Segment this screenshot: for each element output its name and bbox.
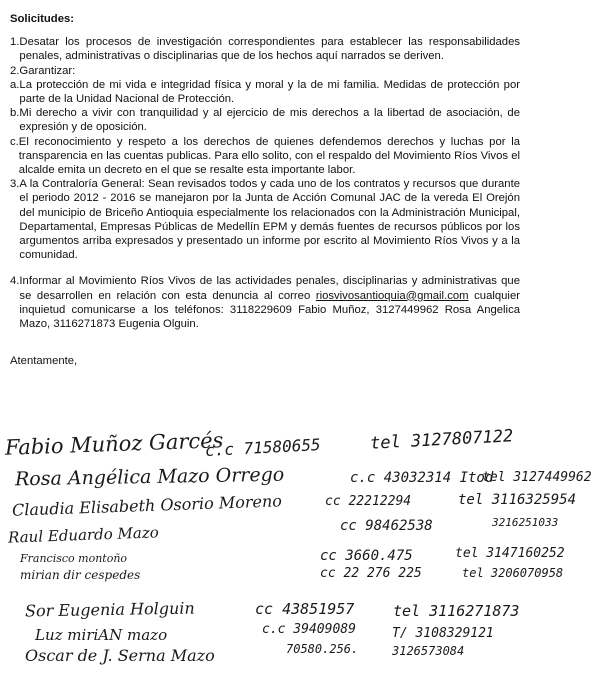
signature-name: mirian dir cespedes <box>20 568 141 582</box>
signature-phone: tel 3127449962 <box>482 470 592 485</box>
signature-name: Oscar de J. Serna Mazo <box>25 646 215 665</box>
signature-id: cc 3660.475 <box>320 548 413 564</box>
item-number: 3. <box>10 178 20 191</box>
signature-phone: tel 3116271873 <box>393 602 520 620</box>
signature-id: cc 98462538 <box>340 518 433 534</box>
signature-id: cc 22 276 225 <box>320 566 422 581</box>
signature-name: Raul Eduardo Mazo <box>7 523 160 547</box>
item-4-text-before: Informar al Movimiento Ríos Vivos de las actividades penales, disciplinarias y administrativas que se desarrollen en relación con esta denuncia al correo <box>19 275 520 302</box>
signature-name: Fabio Muñoz Garcés <box>4 428 224 460</box>
item-text: Desatar los procesos de investigación correspondientes para establecer las responsabilidades penales, administrativas o disciplinarias que de los hechos aquí narrados se deriven. <box>19 36 520 63</box>
signature-phone: 3126573084 <box>392 644 465 658</box>
signature-name: Francisco montoño <box>20 552 128 565</box>
signature-name: Sor Eugenia Holguin <box>24 598 195 621</box>
closing-salutation: Atentamente, <box>10 355 78 368</box>
item-text: El reconocimiento y respeto a los derechos de quienes defendemos derechos y luchas por la transparencia en las cuentas publicas. Para ello solito, con el respaldo del Movimiento Ríos Vivos el alcalde emita un decreto en el que se resalte esta importante labor. <box>18 135 520 177</box>
signature-id: c.c 39409089 <box>262 622 356 637</box>
signature-id: cc 22212294 <box>325 494 412 509</box>
item-4-text-after: cualquier inquietud comunicarse a los teléfonos: 3118229609 Fabio Muñoz, 3127449962 Rosa Angelica Mazo, 3116271873 Eugenia Olguin. <box>19 289 520 331</box>
signature-phone: T/ 3108329121 <box>392 626 494 641</box>
signature-id: 70580.256. <box>286 642 359 656</box>
item-letter: c. <box>10 135 19 148</box>
signature-id: c.c 43032314 Itod <box>350 470 494 486</box>
email-link[interactable]: riosvivosantioquia@gmail.com <box>315 289 469 302</box>
item-letter: a. <box>10 78 20 91</box>
signature-phone: tel 3127807122 <box>369 426 514 454</box>
signature-phone: 3216251033 <box>492 516 559 529</box>
signature-phone: tel 3147160252 <box>455 546 565 561</box>
signature-phone: tel 3206070958 <box>462 566 564 580</box>
signature-id: cc 43851957 <box>255 600 355 618</box>
item-letter: b. <box>10 107 20 120</box>
signature-name: Claudia Elisabeth Osorio Moreno <box>11 491 283 520</box>
signature-id: c.c 71580655 <box>204 434 322 461</box>
item-text: Garantizar: <box>19 64 76 77</box>
item-number: 1. <box>10 36 20 49</box>
item-text: A la Contraloría General: Sean revisados todos y cada uno de los contratos y recursos que durante el periodo 2012 - 2016 se manejaron por la Junta de Acción Comunal JAC de la vereda El Orejón del municipio de Briceño Antioquia especialmente los relacionados con la Administración Municipal, Departamental, Empresas Públicas de Medellín EPM y demás fuentes de recursos públicos por los argumentos arriba expresados y presentado un informe por escrito al Movimiento Ríos Vivos y a la comunidad. <box>19 178 520 262</box>
signature-name: Luz miriAN mazo <box>35 626 168 644</box>
item-number: 2. <box>10 64 20 77</box>
item-text: La protección de mi vida e integridad física y moral y la de mi familia. Medidas de protección por parte de la Unidad Nacional de Protección. <box>19 78 520 106</box>
signature-phone: tel 3116325954 <box>458 492 577 508</box>
item-text: Mi derecho a vivir con tranquilidad y al ejercicio de mis derechos a la libertad de asociación, de expresión y de oposición. <box>19 107 520 134</box>
item-number: 4. <box>10 275 20 288</box>
section-heading: Solicitudes: <box>10 13 75 25</box>
signature-name: Rosa Angélica Mazo Orrego <box>14 463 285 491</box>
